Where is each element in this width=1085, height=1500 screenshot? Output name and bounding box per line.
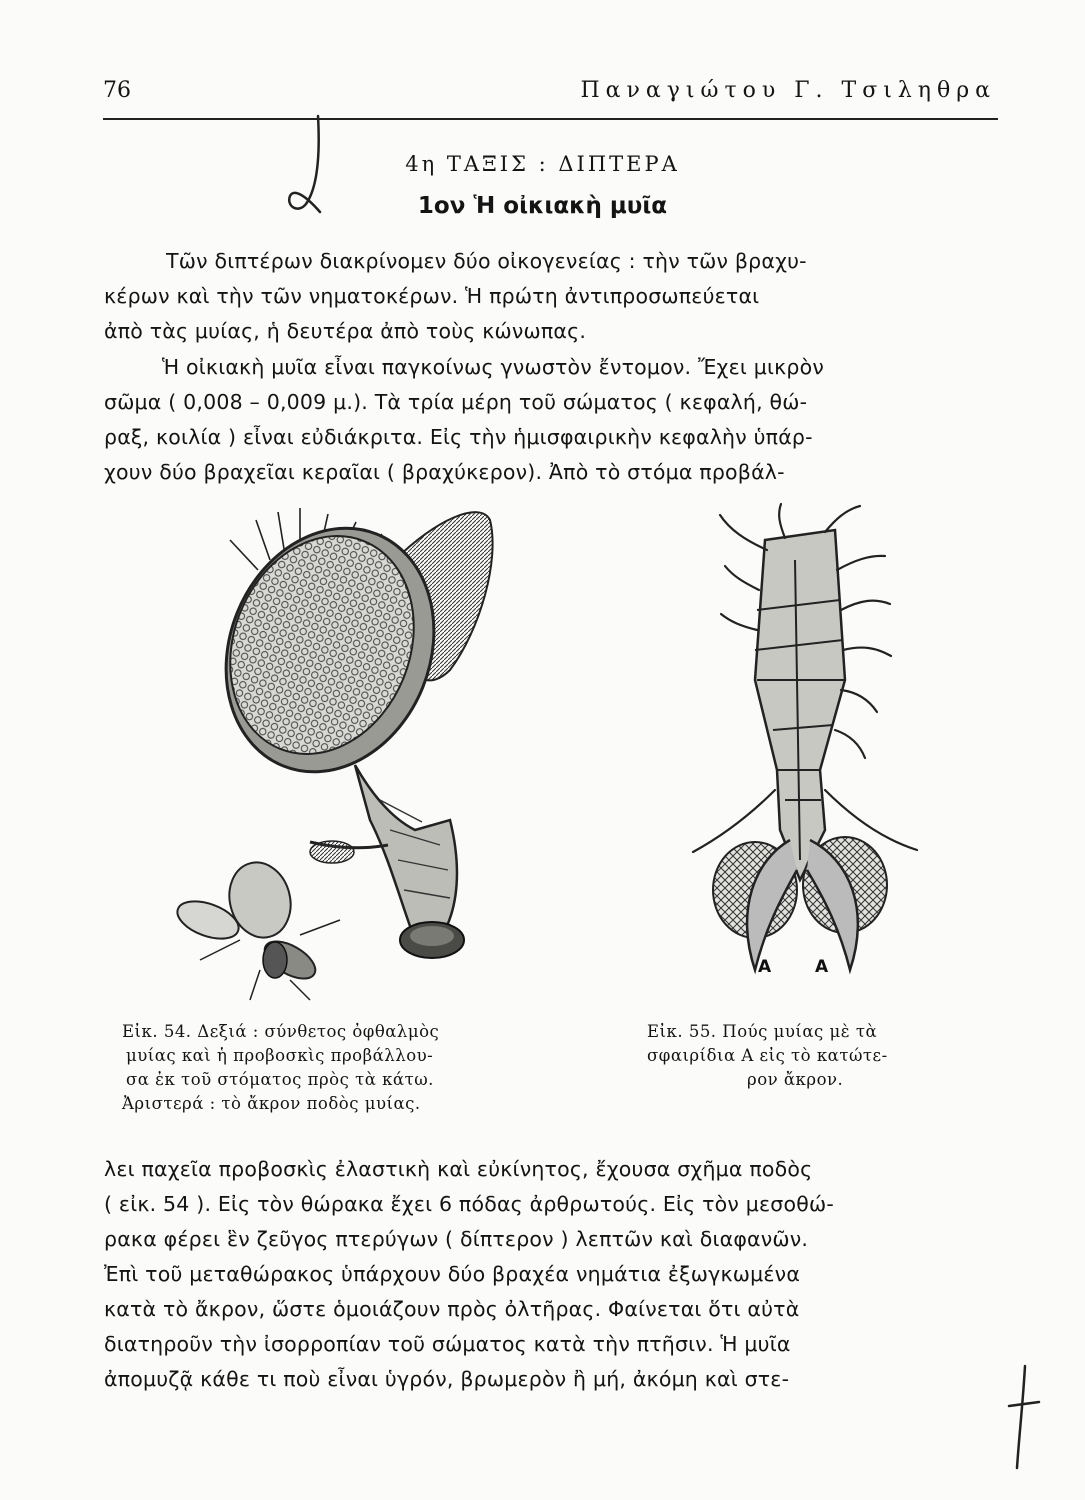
text-line: ρακα φέρει ἓν ζεῦγος πτερύγων ( δίπτερον ) λεπτῶν καὶ διαφανῶν. <box>104 1227 809 1251</box>
text-line: κατὰ τὸ ἄκρον, ὥστε ὁμοιάζουν πρὸς ὀλτῆρας. Φαίνεται ὅτι αὐτὰ <box>104 1297 800 1321</box>
section-title: 4η ΤΑΞΙΣ : ΔΙΠΤΕΡΑ <box>405 152 680 176</box>
pulvillus-label-left: Α <box>758 957 772 977</box>
figure-55-caption <box>647 1020 888 1092</box>
page-number: 76 <box>103 78 131 103</box>
text-line: Ἐπὶ τοῦ μεταθώρακος ὑπάρχουν δύο βραχέα νημάτια ἐξωγκωμένα <box>104 1262 801 1286</box>
caption-line: Εἰκ. 55. Πούς μυίας μὲ τὰ <box>647 1022 878 1041</box>
text-line: Τῶν διπτέρων διακρίνομεν δύο οἰκογενείας : τὴν τῶν βραχυ- <box>166 249 807 273</box>
text-line: διατηροῦν τὴν ἰσορροπίαν τοῦ σώματος κατὰ τὴν πτῆσιν. Ἡ μυῖα <box>104 1332 791 1356</box>
text-line: σῶμα ( 0,008 – 0,009 μ.). Τὰ τρία μέρη τοῦ σώματος ( κεφαλή, θώ- <box>104 390 808 414</box>
paragraph-2 <box>104 350 1002 490</box>
text-line: Ἡ οἰκιακὴ μυῖα εἶναι παγκοίνως γνωστὸν ἔντομον. Ἔχει μικρὸν <box>162 355 825 379</box>
caption-line: σα ἐκ τοῦ στόματος πρὸς τὰ κάτω. <box>126 1070 434 1089</box>
paragraph-3 <box>104 1152 1002 1397</box>
text-line: ἀπὸ τὰς μυίας, ἡ δευτέρα ἀπὸ τοὺς κώνωπας. <box>104 319 587 343</box>
caption-line: μυίας καὶ ἡ προβοσκὶς προβάλλου- <box>126 1046 434 1065</box>
text-line: κέρων καὶ τὴν τῶν νηματοκέρων. Ἡ πρώτη ἀντιπροσωπεύεται <box>104 284 760 308</box>
caption-line: σφαιρίδια Α εἰς τὸ κατώτε- <box>647 1046 888 1065</box>
page-header <box>103 78 998 120</box>
text-line: ραξ, κοιλία ) εἶναι εὐδιάκριτα. Εἰς τὴν ἡμισφαιρικὴν κεφαλὴν ὑπάρ- <box>104 425 813 449</box>
section-subtitle: 1ον Ἡ οἰκιακὴ μυῖα <box>417 193 668 219</box>
caption-line: Ἀριστερά : τὸ ἄκρον ποδὸς μυίας. <box>122 1094 421 1113</box>
running-head: Παναγιώτου Γ. Τσιληθρα <box>580 78 996 103</box>
text-line: χουν δύο βραχεῖαι κεραῖαι ( βραχύκερον). Ἀπὸ τὸ στόμα προβάλ- <box>104 460 785 484</box>
figure-54-caption <box>122 1020 439 1116</box>
figure-54-fly-eye-illustration <box>160 500 520 1010</box>
pulvillus-label-right: Α <box>815 957 829 977</box>
figure-55-fly-leg-illustration <box>685 500 925 990</box>
pen-mark-bottom <box>1005 1362 1045 1472</box>
text-line: λει παχεῖα προβοσκὶς ἐλαστικὴ καὶ εὐκίνητος, ἔχουσα σχῆμα ποδὸς <box>104 1157 813 1181</box>
caption-line: Εἰκ. 54. Δεξιά : σύνθετος ὀφθαλμὸς <box>122 1022 440 1041</box>
text-line: ἀπομυζᾷ κάθε τι ποὺ εἶναι ὑγρόν, βρωμερὸν ἢ μή, ἀκόμη καὶ στε- <box>104 1367 790 1391</box>
paragraph-1 <box>104 244 1002 349</box>
text-line: ( εἰκ. 54 ). Εἰς τὸν θώρακα ἔχει 6 πόδας ἀρθρωτούς. Εἰς τὸν μεσοθώ- <box>104 1192 834 1216</box>
caption-line: ρον ἄκρον. <box>747 1070 844 1089</box>
